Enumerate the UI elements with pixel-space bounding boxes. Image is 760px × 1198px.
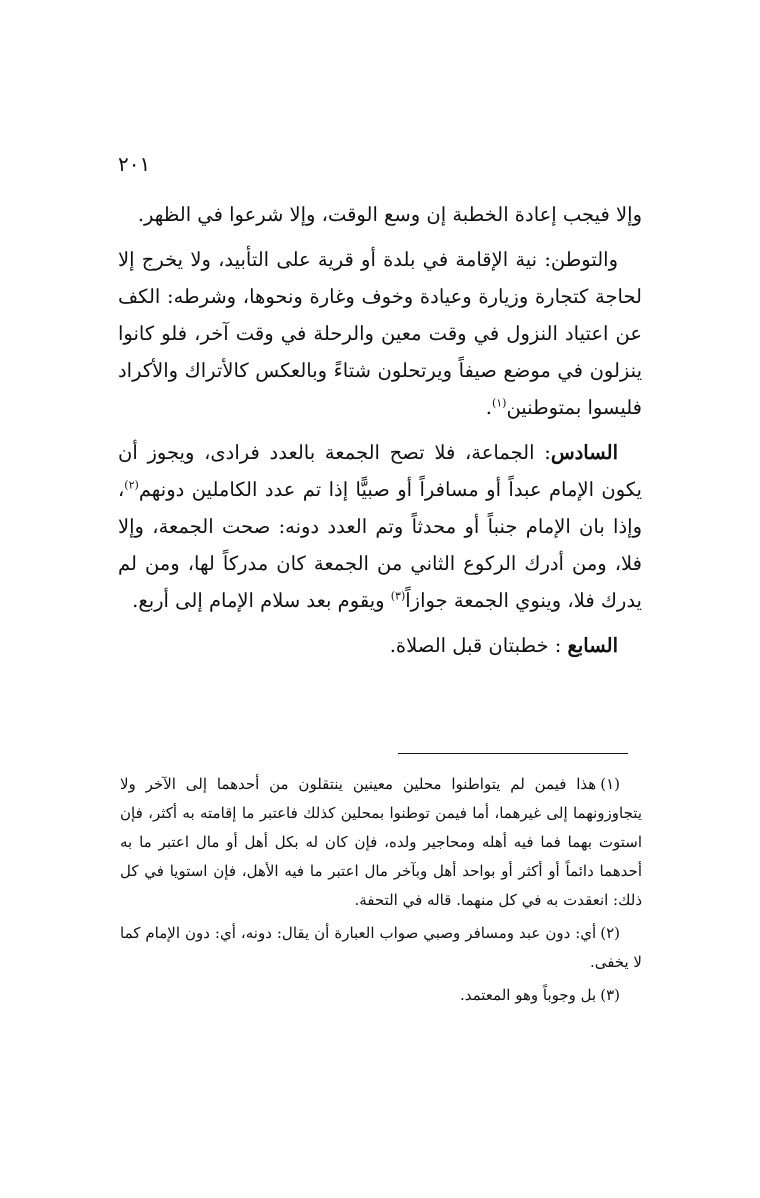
paragraph-text: ويقوم بعد سلام الإمام إلى أربع. bbox=[132, 589, 391, 612]
paragraph-tawattun bbox=[118, 241, 642, 426]
footnote-2 bbox=[120, 919, 642, 977]
footnote-1 bbox=[120, 770, 642, 915]
footnote-divider bbox=[398, 753, 628, 754]
condition-heading-seventh: السابع bbox=[567, 634, 618, 657]
page-number: ٢٠١ bbox=[118, 152, 151, 176]
footnote-ref-3[interactable]: (٣) bbox=[390, 589, 406, 603]
footnote-text: بل وجوباً وهو المعتمد. bbox=[459, 986, 597, 1004]
footnote-3 bbox=[120, 981, 642, 1010]
paragraph-text: : الجماعة، فلا تصح الجمعة بالعدد فرادى، ويجوز أن يكون الإمام عبداً أو مسافراً أو صبيًّا إذا تم عدد الكاملين دونهم bbox=[118, 441, 642, 501]
paragraph-text: والتوطن: نية الإقامة في بلدة أو قرية على التأبيد، ولا يخرج إلا لحاجة كتجارة وزيارة وعيادة وخوف وغارة ونحوها، وشرطه: الكف عن اعتياد النزول في وقت معين والرحلة في وقت آخر، فلو كانوا ينزلون في موضع صيفاً ويرتحلون شتاءً وبالعكس كالأتراك والأكراد فليسوا بمتوطنين bbox=[118, 248, 642, 419]
footnote-marker: (١) bbox=[600, 775, 620, 793]
footnote-ref-2[interactable]: (٢) bbox=[124, 478, 139, 492]
footnotes bbox=[120, 770, 642, 1014]
footnote-marker: (٢) bbox=[600, 924, 620, 942]
paragraph-end: . bbox=[485, 396, 492, 419]
footnote-marker: (٣) bbox=[600, 986, 620, 1004]
paragraph-text: وإلا فيجب إعادة الخطبة إن وسع الوقت، وإلا شرعوا في الظهر. bbox=[137, 203, 642, 226]
footnote-text: أي: دون عبد ومسافر وصبي صواب العبارة أن يقال: دونه، أي: دون الإمام كما لا يخفى. bbox=[120, 924, 642, 971]
footnote-ref-1[interactable]: (١) bbox=[491, 396, 507, 410]
paragraph-khutbah-repeat bbox=[118, 196, 642, 233]
paragraph-sixth-condition bbox=[118, 434, 642, 619]
paragraph-text: ، وإذا بان الإمام جنباً أو محدثاً وتم العدد دونه: صحت الجمعة، وإلا فلا، ومن أدرك الركوع الثاني من الجمعة كان مدركاً لها، ومن لم يدرك فلا، وينوي الجمعة جوازاً bbox=[118, 478, 642, 612]
paragraph-seventh-condition bbox=[118, 627, 642, 664]
main-text bbox=[118, 196, 642, 664]
condition-heading-sixth: السادس bbox=[550, 441, 618, 464]
footnote-text: هذا فيمن لم يتواطنوا محلين معينين ينتقلون من أحدهما إلى الآخر ولا يتجاوزونهما إلى غيرهما، أما فيمن توطنوا بمحلين كذلك فاعتبر ما إقامته به أكثر، فإن استوت بهما فما فيه أهله ومحاجير ولده، فإن كان له بكل أهل أو مال اعتبر ما به أحدهما دائماً أو أكثر أو بواحد أهل وبآخر مال اعتبر ما فيه الأهل، فإن استويا في كل ذلك: انعقدت به في كل منهما. قاله في التحفة. bbox=[120, 775, 642, 909]
paragraph-text: : خطبتان قبل الصلاة. bbox=[389, 634, 568, 657]
